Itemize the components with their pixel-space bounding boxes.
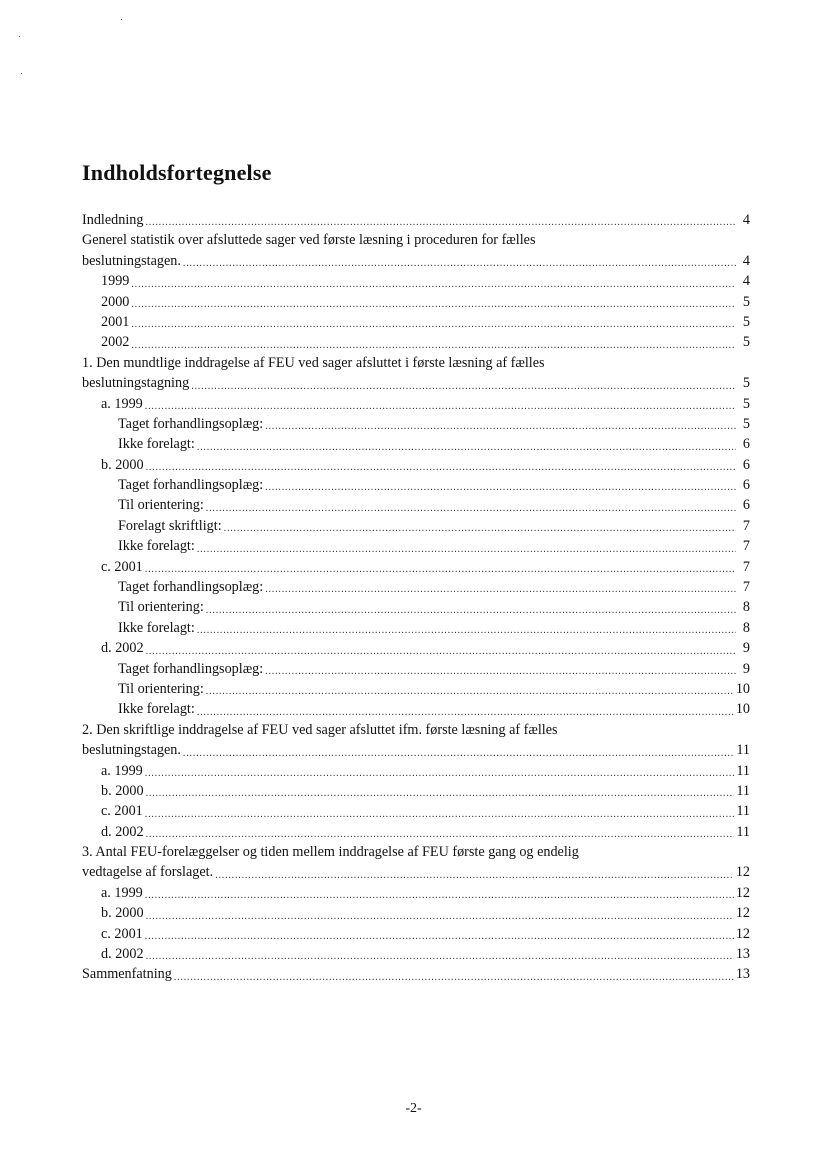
dot-leader xyxy=(206,679,734,699)
toc-entry[interactable] xyxy=(82,761,750,781)
toc-entry-page: 8 xyxy=(742,599,750,616)
dot-leader xyxy=(224,516,736,536)
dot-leader xyxy=(191,373,736,393)
dot-leader xyxy=(197,434,736,454)
toc-entry[interactable] xyxy=(82,495,750,515)
toc-entry[interactable] xyxy=(82,516,750,536)
dot-leader xyxy=(197,536,736,556)
toc-entry-title: Til orientering: xyxy=(118,680,204,697)
dot-leader xyxy=(131,292,736,312)
toc-entry[interactable] xyxy=(82,353,750,373)
page-number: -2- xyxy=(405,1101,422,1116)
toc-entry-page: 7 xyxy=(742,558,750,575)
toc-entry[interactable] xyxy=(82,251,750,271)
dot-leader xyxy=(265,577,736,597)
dot-leader xyxy=(265,659,736,679)
toc-entry[interactable] xyxy=(82,903,750,923)
toc-entry[interactable] xyxy=(82,863,750,883)
toc-entry-title: Forelagt skriftligt: xyxy=(118,517,222,534)
toc-entry[interactable] xyxy=(82,740,750,760)
dot-leader xyxy=(145,801,735,821)
toc-entry-page: 4 xyxy=(742,252,750,269)
toc-entry[interactable] xyxy=(82,230,750,250)
toc-entry[interactable] xyxy=(82,332,750,352)
toc-entry-page: 5 xyxy=(742,293,750,310)
dot-leader xyxy=(131,312,736,332)
toc-entry-page: 6 xyxy=(742,497,750,514)
toc-entry[interactable] xyxy=(82,883,750,903)
toc-entry-title: 1999 xyxy=(101,273,130,290)
toc-entry[interactable] xyxy=(82,373,750,393)
toc-entry[interactable] xyxy=(82,455,750,475)
toc-entry-page: 6 xyxy=(742,436,750,453)
toc-entry[interactable] xyxy=(82,720,750,740)
toc-entry-page: 9 xyxy=(742,660,750,677)
scan-speck xyxy=(21,73,22,74)
dot-leader xyxy=(145,210,736,230)
dot-leader xyxy=(131,271,736,291)
toc-entry-page: 12 xyxy=(735,884,750,901)
toc-entry[interactable] xyxy=(82,801,750,821)
toc-entry-title: Ikke forelagt: xyxy=(118,619,195,636)
toc-entry-page: 11 xyxy=(736,742,750,759)
toc-entry-title: 1. Den mundtlige inddragelse af FEU ved sager afsluttet i første læsning af fælles xyxy=(82,354,545,371)
toc-entry-title: 2. Den skriftlige inddragelse af FEU ved sager afsluttet ifm. første læsning af fælles xyxy=(82,721,558,738)
toc-entry-title: Til orientering: xyxy=(118,497,204,514)
toc-entry-page: 12 xyxy=(735,864,750,881)
toc-entry[interactable] xyxy=(82,312,750,332)
dot-leader xyxy=(145,761,735,781)
toc-entry-title: Sammenfatning xyxy=(82,966,172,983)
toc-entry-page: 10 xyxy=(735,680,750,697)
toc-entry-title: beslutningstagning xyxy=(82,375,190,392)
toc-entry[interactable] xyxy=(82,699,750,719)
toc-entry-page: 12 xyxy=(735,925,750,942)
toc-entry-title: Generel statistik over afsluttede sager ved første læsning i proceduren for fælles xyxy=(82,232,536,249)
toc-entry-title: c. 2001 xyxy=(101,558,143,575)
toc-entry-page: 4 xyxy=(742,273,750,290)
toc-entry-title: Ikke forelagt: xyxy=(118,701,195,718)
toc-entry[interactable] xyxy=(82,210,750,230)
toc-entry-page: 4 xyxy=(742,211,750,228)
toc-entry-title: Taget forhandlingsoplæg: xyxy=(118,477,264,494)
dot-leader xyxy=(265,414,736,434)
toc-entry-page: 5 xyxy=(742,334,750,351)
toc-entry-title: 2000 xyxy=(101,293,130,310)
toc-entry-page: 9 xyxy=(742,640,750,657)
toc-entry-page: 12 xyxy=(735,905,750,922)
toc-entry-page: 5 xyxy=(742,375,750,392)
dot-leader xyxy=(145,394,736,414)
toc-entry-title: d. 2002 xyxy=(101,946,144,963)
dot-leader xyxy=(174,964,734,984)
scan-speck xyxy=(19,36,20,37)
dot-leader xyxy=(146,455,736,475)
page-title: Indholdsfortegnelse xyxy=(82,160,272,185)
toc-entry-page: 7 xyxy=(742,517,750,534)
toc-entry-title: Indledning xyxy=(82,211,144,228)
toc-entry-title: beslutningstagen. xyxy=(82,252,181,269)
toc-entry-page: 11 xyxy=(736,803,750,820)
toc-entry-title: Ikke forelagt: xyxy=(118,436,195,453)
toc-entry-page: 11 xyxy=(736,782,750,799)
dot-leader xyxy=(206,597,736,617)
toc-entry-title: d. 2002 xyxy=(101,640,144,657)
dot-leader xyxy=(197,699,734,719)
dot-leader xyxy=(206,495,736,515)
toc-entry-title: b. 2000 xyxy=(101,456,144,473)
toc-entry-page: 11 xyxy=(736,762,750,779)
toc-entry-page: 13 xyxy=(735,966,750,983)
toc-entry[interactable] xyxy=(82,577,750,597)
dot-leader xyxy=(265,475,736,495)
dot-leader xyxy=(146,903,734,923)
dot-leader xyxy=(146,781,735,801)
toc-entry[interactable] xyxy=(82,618,750,638)
dot-leader xyxy=(183,251,736,271)
toc-entry-title: Taget forhandlingsoplæg: xyxy=(118,660,264,677)
toc-entry-title: a. 1999 xyxy=(101,884,143,901)
toc-entry-page: 10 xyxy=(735,701,750,718)
dot-leader xyxy=(131,332,736,352)
toc-entry-page: 7 xyxy=(742,538,750,555)
toc-entry-title: c. 2001 xyxy=(101,803,143,820)
toc-entry-title: a. 1999 xyxy=(101,762,143,779)
dot-leader xyxy=(146,944,734,964)
dot-leader xyxy=(145,924,734,944)
toc-entry-page: 11 xyxy=(736,823,750,840)
toc-entry[interactable] xyxy=(82,659,750,679)
dot-leader xyxy=(183,740,734,760)
toc-entry[interactable] xyxy=(82,475,750,495)
toc-entry-page: 6 xyxy=(742,477,750,494)
toc-entry[interactable] xyxy=(82,679,750,699)
toc-entry-title: Ikke forelagt: xyxy=(118,538,195,555)
toc-entry-title: beslutningstagen. xyxy=(82,742,181,759)
toc-entry-title: b. 2000 xyxy=(101,905,144,922)
dot-leader xyxy=(146,638,736,658)
toc-entry-title: Til orientering: xyxy=(118,599,204,616)
dot-leader xyxy=(145,557,736,577)
toc-entry-page: 5 xyxy=(742,313,750,330)
toc-entry-title: d. 2002 xyxy=(101,823,144,840)
toc-entry-title: 2002 xyxy=(101,334,130,351)
dot-leader xyxy=(215,863,734,883)
toc-entry[interactable] xyxy=(82,434,750,454)
toc-entry-page: 6 xyxy=(742,456,750,473)
toc-entry[interactable] xyxy=(82,271,750,291)
toc-entry-title: Taget forhandlingsoplæg: xyxy=(118,415,264,432)
dot-leader xyxy=(145,883,734,903)
toc-entry[interactable] xyxy=(82,394,750,414)
toc-entry[interactable] xyxy=(82,638,750,658)
toc-entry-title: 3. Antal FEU-forelæggelser og tiden mellem inddragelse af FEU første gang og endelig xyxy=(82,844,579,861)
toc-entry-page: 13 xyxy=(735,946,750,963)
table-of-contents xyxy=(82,210,750,985)
toc-entry[interactable] xyxy=(82,944,750,964)
toc-entry-title: b. 2000 xyxy=(101,782,144,799)
toc-entry-title: Taget forhandlingsoplæg: xyxy=(118,579,264,596)
toc-entry[interactable] xyxy=(82,414,750,434)
toc-entry[interactable] xyxy=(82,292,750,312)
toc-entry-page: 7 xyxy=(742,579,750,596)
dot-leader xyxy=(146,822,735,842)
toc-entry[interactable] xyxy=(82,842,750,862)
dot-leader xyxy=(197,618,736,638)
toc-entry[interactable] xyxy=(82,557,750,577)
toc-entry[interactable] xyxy=(82,597,750,617)
toc-entry[interactable] xyxy=(82,781,750,801)
toc-entry[interactable] xyxy=(82,822,750,842)
toc-entry-page: 8 xyxy=(742,619,750,636)
toc-entry-page: 5 xyxy=(742,415,750,432)
toc-entry[interactable] xyxy=(82,536,750,556)
scan-speck xyxy=(121,19,122,20)
toc-entry-title: 2001 xyxy=(101,313,130,330)
toc-entry-title: a. 1999 xyxy=(101,395,143,412)
toc-entry-page: 5 xyxy=(742,395,750,412)
toc-entry-title: c. 2001 xyxy=(101,925,143,942)
toc-entry[interactable] xyxy=(82,964,750,984)
toc-entry[interactable] xyxy=(82,924,750,944)
toc-entry-title: vedtagelse af forslaget. xyxy=(82,864,214,881)
